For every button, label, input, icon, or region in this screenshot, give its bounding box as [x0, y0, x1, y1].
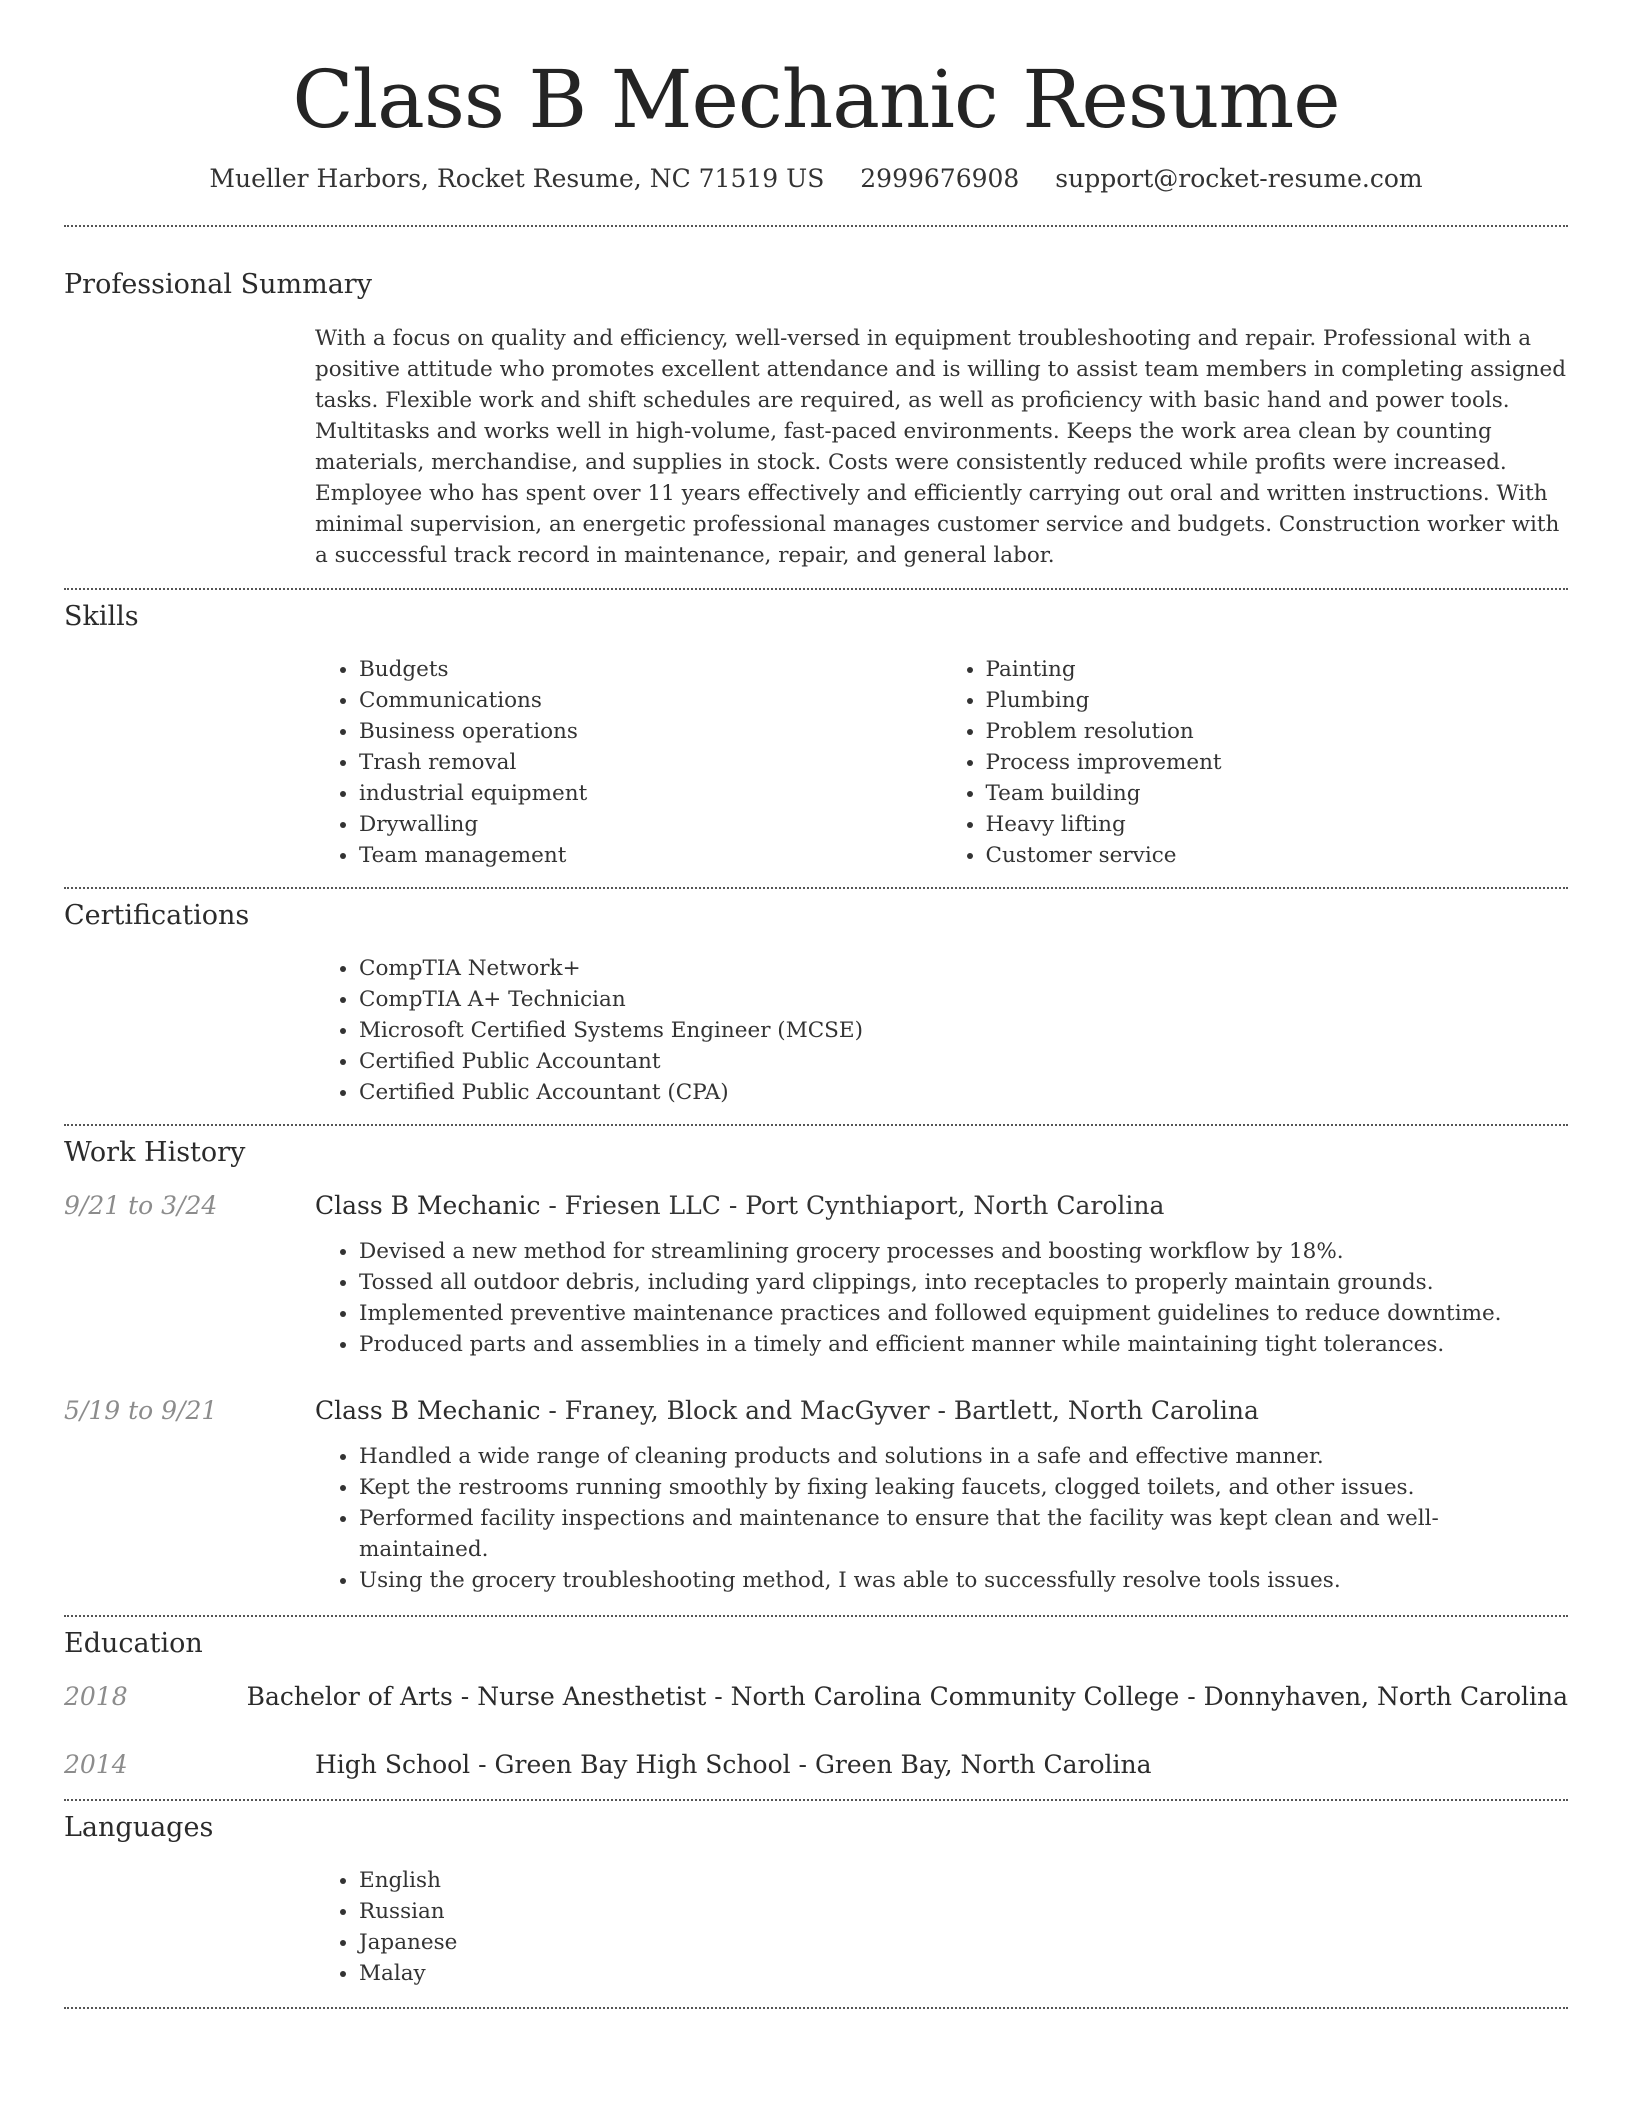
list-item: • Certified Public Accountant (CPA): [359, 1077, 1568, 1108]
divider: [64, 2007, 1568, 2009]
contact-address: Mueller Harbors, Rocket Resume, NC 71519 US: [209, 164, 825, 193]
list-item: • Problem resolution: [986, 716, 1569, 747]
section-heading-skills: Skills: [64, 601, 139, 632]
skills-columns: [315, 654, 1568, 871]
education-entry: [64, 1748, 1568, 1782]
job-heading: [315, 1189, 1164, 1223]
list-item: • Trash removal: [359, 747, 942, 778]
education-details: - North Carolina Community College - Donnyhaven, North Carolina: [706, 1682, 1568, 1711]
list-item: • Drywalling: [359, 809, 942, 840]
list-item: • Malay: [359, 1958, 1568, 1989]
education-details: - Green Bay High School - Green Bay, North Carolina: [470, 1750, 1152, 1779]
list-item: • Russian: [359, 1896, 1568, 1927]
job-bullets: [315, 1236, 1568, 1360]
list-item: • Microsoft Certified Systems Engineer (MCSE): [359, 1015, 1568, 1046]
list-item: • Devised a new method for streamlining grocery processes and boosting workflow by 18%.: [359, 1236, 1568, 1267]
divider: [64, 1799, 1568, 1801]
skills-list-right: [942, 654, 1569, 871]
list-item: • Heavy lifting: [986, 809, 1569, 840]
education-degree: High School: [315, 1750, 471, 1779]
section-heading-education: Education: [64, 1628, 203, 1659]
section-heading-summary: Professional Summary: [64, 269, 372, 300]
list-item: • Budgets: [359, 654, 942, 685]
divider: [64, 1124, 1568, 1126]
list-item: • Handled a wide range of cleaning products and solutions in a safe and effective manner.: [359, 1441, 1568, 1472]
list-item: • CompTIA Network+: [359, 953, 1568, 984]
list-item: • industrial equipment: [359, 778, 942, 809]
list-item: • Plumbing: [986, 685, 1569, 716]
job-bullets: [315, 1441, 1568, 1596]
section-heading-languages: Languages: [64, 1812, 214, 1843]
contact-phone: 2999676908: [860, 164, 1020, 193]
certifications-list: [315, 953, 1568, 1108]
job-details: - Franey, Block and MacGyver - Bartlett, North Carolina: [540, 1396, 1259, 1425]
job-bullet-list: [315, 1441, 1568, 1596]
education-entry: [64, 1680, 1568, 1714]
list-item: • Business operations: [359, 716, 942, 747]
resume-title: Class B Mechanic Resume: [292, 53, 1340, 146]
skills-list-left: [315, 654, 942, 871]
section-heading-work: Work History: [64, 1137, 246, 1168]
certifications-content: [315, 953, 1568, 1108]
list-item: • Japanese: [359, 1927, 1568, 1958]
education-degree: Bachelor of Arts - Nurse Anesthetist: [246, 1682, 707, 1711]
job-dates: 5/19 to 9/21: [64, 1396, 218, 1425]
list-item: • English: [359, 1865, 1568, 1896]
list-item: • Produced parts and assemblies in a timely and efficient manner while maintaining tight tolerances.: [359, 1329, 1568, 1360]
job-details: - Friesen LLC - Port Cynthiaport, North Carolina: [540, 1191, 1165, 1220]
education-heading: [247, 1680, 1568, 1714]
list-item: • Performed facility inspections and maintenance to ensure that the facility was kept clean and well-maintained.: [359, 1503, 1568, 1565]
job-entry: [64, 1189, 1568, 1223]
job-dates: 9/21 to 3/24: [64, 1191, 218, 1220]
resume-page: [64, 0, 1568, 2009]
list-item: • Team management: [359, 840, 942, 871]
job-heading: [315, 1394, 1259, 1428]
list-item: • Team building: [986, 778, 1569, 809]
education-year: 2014: [64, 1750, 128, 1779]
list-item: • Painting: [986, 654, 1569, 685]
divider: [64, 1615, 1568, 1617]
divider: [64, 887, 1568, 889]
list-item: • Certified Public Accountant: [359, 1046, 1568, 1077]
list-item: • Customer service: [986, 840, 1569, 871]
job-bullet-list: [315, 1236, 1568, 1360]
contact-line: [64, 162, 1568, 196]
job-entry: [64, 1394, 1568, 1428]
contact-email: support@rocket-resume.com: [1055, 164, 1423, 193]
education-heading: [315, 1748, 1152, 1782]
languages-list: [315, 1865, 1568, 1989]
list-item: • CompTIA A+ Technician: [359, 984, 1568, 1015]
list-item: • Kept the restrooms running smoothly by fixing leaking faucets, clogged toilets, and other issues.: [359, 1472, 1568, 1503]
section-heading-certifications: Certifications: [64, 900, 250, 931]
list-item: • Tossed all outdoor debris, including yard clippings, into receptacles to properly maintain grounds.: [359, 1267, 1568, 1298]
list-item: • Process improvement: [986, 747, 1569, 778]
summary-text: With a focus on quality and efficiency, well-versed in equipment troubleshooting and repair. Professional with a positive attitude who promotes excellent attendance and is willing to assist team members in completing assigned tasks. Flexible work and shift schedules are required, as well as proficiency with basic hand and power tools. Multitasks and works well in high-volume, fast-paced environments. Keeps the work area clean by counting materials, merchandise, and supplies in stock. Costs were consistently reduced while profits were increased. Employee who has spent over 11 years effectively and efficiently carrying out oral and written instructions. With minimal supervision, an energetic professional manages customer service and budgets. Construction worker with a successful track record in maintenance, repair, and general labor.: [315, 326, 1566, 568]
job-title: Class B Mechanic: [315, 1396, 541, 1425]
divider: [64, 588, 1568, 590]
education-year: 2018: [64, 1682, 128, 1711]
languages-content: [315, 1865, 1568, 1989]
list-item: • Implemented preventive maintenance practices and followed equipment guidelines to reduce downtime.: [359, 1298, 1568, 1329]
list-item: • Communications: [359, 685, 942, 716]
divider: [64, 225, 1568, 227]
job-title: Class B Mechanic: [315, 1191, 541, 1220]
list-item: • Using the grocery troubleshooting method, I was able to successfully resolve tools issues.: [359, 1565, 1568, 1596]
